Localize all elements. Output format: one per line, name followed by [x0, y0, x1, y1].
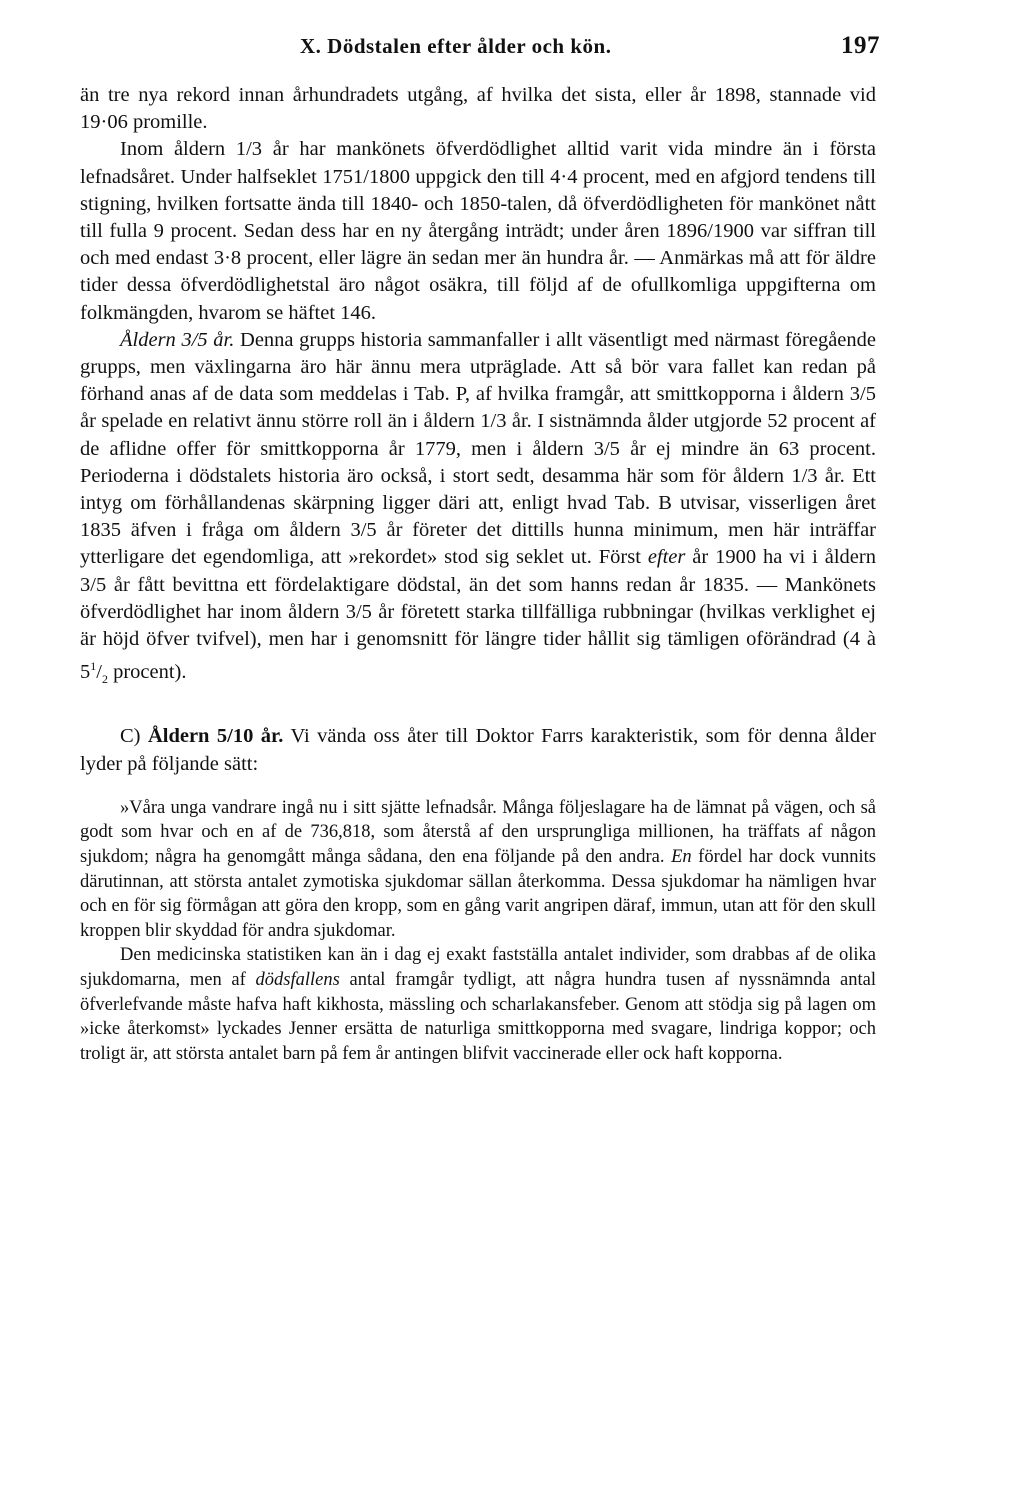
block-quote	[80, 796, 876, 1067]
page-body	[80, 82, 876, 1066]
subsection-heading: Åldern 3/5 år.	[120, 328, 235, 351]
section-heading: Åldern 5/10 år.	[147, 725, 284, 748]
quote-paragraph	[80, 796, 876, 944]
paragraph-text: år 1900 ha vi i åldern 3/5 år fått bevittna ett fördelaktigare dödstal, än det som hanns redan år 1835. — Mankönets öfverdödlighet har inom åldern 3/5 år företett starka tillfälliga rubbningar (hvilkas verklighet ej är höjd öfver tvifvel), men har i genomsnitt för längre tider hållit sig tämligen oförändrad (4 à 5	[80, 546, 876, 684]
quote-paragraph	[80, 943, 876, 1066]
paragraph-text: Denna grupps historia sammanfaller i allt väsentligt med närmast föregående grupps, men växlingarna äro här ännu mera utpräglade. Att så bör vara fallet kan redan på förhand anas af de data som meddelas i Tab. P, af hvilka framgår, att smittkopporna i åldern 3/5 år spelade en relativt ännu större roll än i åldern 1/3 år. I sistnämnda ålder utgjorde 52 procent af de aflidne offer för smittkopporna år 1779, men i åldern 3/5 år ej mindre än 63 procent. Perioderna i dödstalets historia äro också, i stort sedt, desamma här som för åldern 1/3 år. Ett intyg om förhållandenas skärpning ligger däri att, enligt hvad Tab. B utvisar, visserligen året 1835 äfven i fråga om åldern 3/5 år företer det dittills hunna minimum, men här inträffar ytterligare det egendomliga, att »rekordet» stod sig seklet ut. Först	[80, 328, 877, 569]
fraction-numerator: 1	[90, 659, 97, 674]
quote-text: Den medicinska statistiken kan än i dag ej exakt fastställa antalet individer, som drabbas af de olika sjukdomarna, men af	[80, 945, 876, 990]
quote-text: fördel har dock vunnits därutinnan, att största antalet zymotiska sjukdomar sällan återkomma. Dessa sjukdomar ha nämligen hvar och en för sig förmågan att göra den kropp, som en gång varit angripen däraf, immun, utan att för den skull kroppen blir skyddad för andra sjukdomar.	[80, 846, 876, 941]
paragraph: än tre nya rekord innan århundradets utgång, af hvilka det sista, eller år 1898, stannade vid 19·06 promille.	[80, 84, 876, 134]
running-header	[300, 30, 880, 66]
emphasis: dödsfallens	[255, 969, 340, 990]
paragraph: Åldern 3/5 år. Denna grupps historia sammanfaller i allt väsentligt med närmast föregående grupps, men växlingarna äro här ännu mera utpräglade. Att så bör vara fallet kan redan på förhand anas af de data som meddelas i Tab. P, af hvilka framgår, att smittkopporna i åldern 3/5 år spelade en relativt ännu större roll än i åldern 1/3 år. I sistnämnda ålder utgjorde 52 procent af de aflidne offer för smittkopporna år 1779, men i åldern 3/5 år ej mindre än 63 procent. Perioderna i dödstalets historia äro också, i stort sedt, desamma här som för åldern 1/3 år. Ett intyg om förhållandenas skärpning ligger däri att, enligt hvad Tab. B utvisar, visserligen året 1835 äfven i fråga om åldern 3/5 år företer det dittills hunna minimum, men här inträffar ytterligare det egendomliga, att »rekordet» stod sig seklet ut. Först efter år 1900 ha vi i åldern 3/5 år fått bevittna ett fördelaktigare dödstal, än det som hanns redan år 1835. — Mankönets öfverdödlighet har inom åldern 3/5 år företett starka tillfälliga rubbningar (hvilkas verklighet ej är höjd öfver tvifvel), men har i genomsnitt för längre tider hållit sig tämligen oförändrad (4 à $5^1/_2$ procent).	[80, 328, 877, 687]
fraction-denominator: 2	[101, 672, 108, 687]
paragraph-text: Vi vända oss åter till Doktor Farrs karakteristik, som för denna ålder lyder på följande sätt:	[80, 725, 877, 775]
quote-text: »Våra unga vandrare ingå nu i sitt sjätte lefnadsår. Många följeslagare ha de lämnat på vägen, och så godt som hvar och en af de 736,818, som återstå af den ursprungliga millionen, ha träffats af någon sjukdom; några ha genomgått många sådana, den ena följande på den andra.	[80, 797, 876, 867]
page-number: 197	[841, 32, 880, 59]
quote-text: antal framgår tydligt, att några hundra tusen af nyssnämnda antal öfverlefvande måste hafva haft kikhosta, mässling och scharlakansfeber. Genom att stödja sig på lagen om »icke återkomst» lyckades Jenner ersätta de naturliga smittkopporna med svagare, lindriga koppor; och troligt är, att största antalet barn på fem år antingen blifvit vaccinerade eller ock haft kopporna.	[80, 969, 876, 1064]
spacer	[80, 693, 876, 723]
section-paragraph	[80, 723, 876, 777]
emphasis: efter	[647, 546, 686, 569]
paragraph: Inom åldern 1/3 år har mankönets öfverdödlighet alltid varit vida mindre än i första lefnadsåret. Under halfseklet 1751/1800 uppgick den till 4·4 procent, med en afgjord tendens till stigning, hvilken fortsatte ända till 1840- och 1850-talen, då öfverdödligheten för mankönet nått till fulla 9 procent. Sedan dess har en ny återgång inträdt; under åren 1896/1900 var siffran till och med endast 3·8 procent, eller lägre än sedan mer än hundra år. — Anmärkas må att för äldre tider dessa öfverdödlighetstal äro något osäkra, till följd af de ofullkomliga uppgifterna om folkmängden, hvarom se häftet 146.	[80, 138, 876, 324]
paragraph-text: procent).	[107, 661, 187, 684]
section-label: C)	[120, 725, 141, 748]
emphasis: En	[671, 846, 692, 867]
chapter-title: X. Dödstalen efter ålder och kön.	[300, 34, 612, 58]
